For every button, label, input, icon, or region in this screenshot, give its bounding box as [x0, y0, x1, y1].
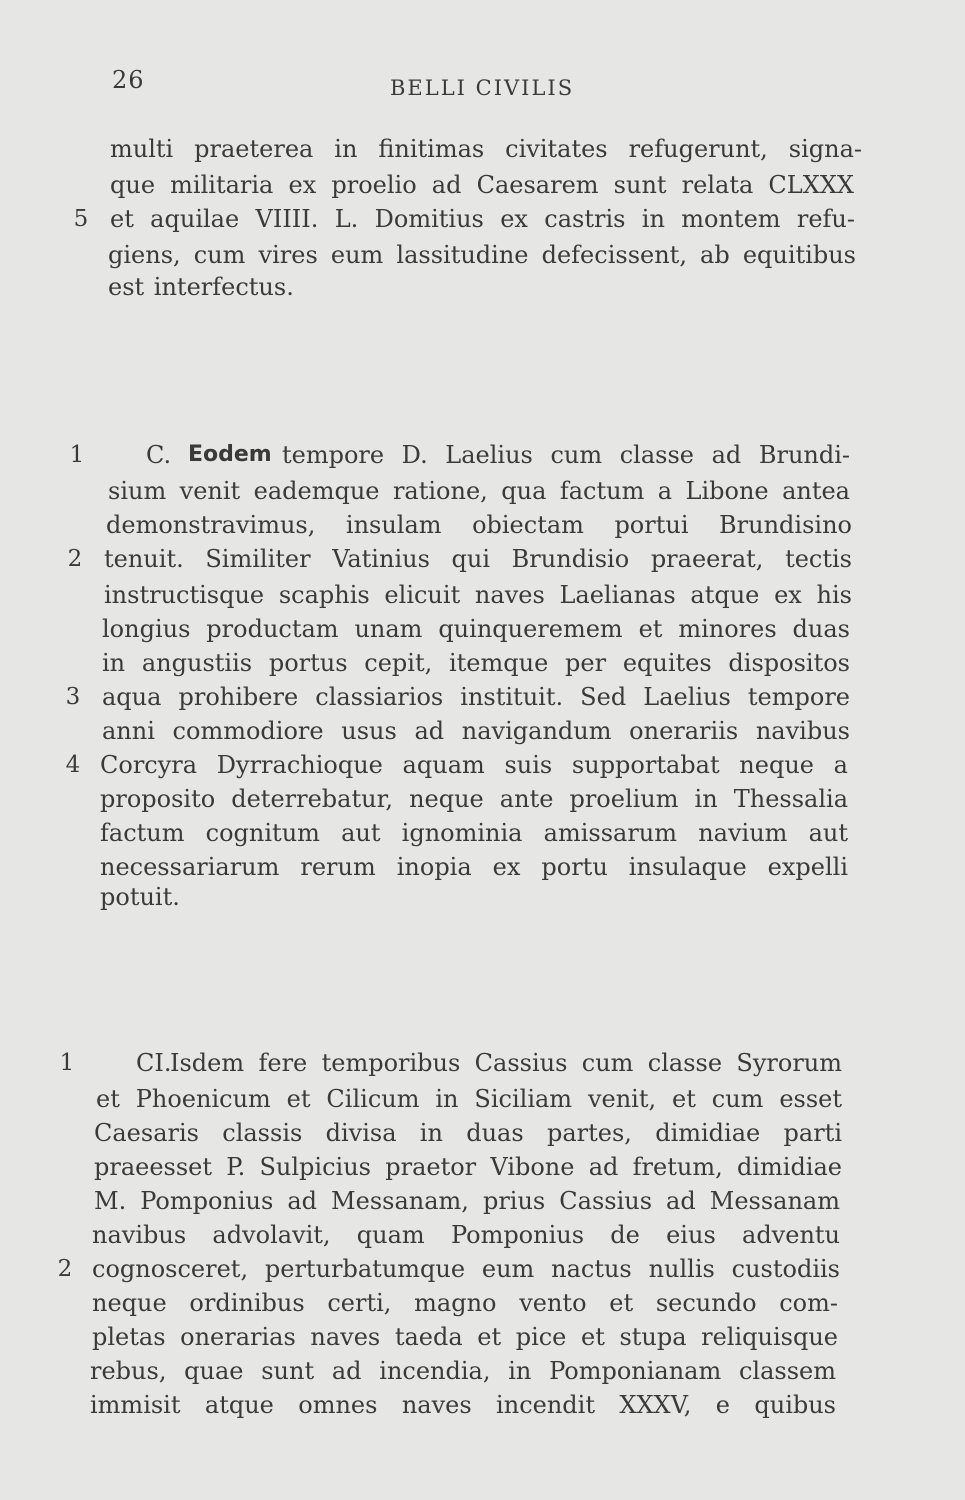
line-text: est interfectus. [108, 273, 294, 301]
line-text: navibus advolavit, quam Pomponius de eius adventu [92, 1221, 840, 1249]
text-line [0, 1046, 965, 1080]
line-text: anni commodiore usus ad navigandum onerariis navibus [102, 717, 850, 745]
text-line [0, 578, 965, 612]
line-text: in angustiis portus cepit, itemque per equites dispositos [102, 649, 850, 677]
text-line [0, 1286, 965, 1320]
line-text: que militaria ex proelio ad Caesarem sunt relata CLXXX [110, 171, 854, 199]
line-text: neque ordinibus certi, magno vento et secundo com- [92, 1289, 838, 1317]
text-line [0, 880, 965, 914]
line-number: 2 [57, 1256, 73, 1282]
chapter-first-word: Eodem [188, 442, 272, 467]
line-text: factum cognitum aut ignominia amissarum navium aut [100, 819, 848, 847]
line-text: et aquilae VIIII. L. Domitius ex castris in montem refu- [110, 205, 855, 233]
text-line [0, 202, 965, 236]
text-line [0, 238, 965, 272]
text-line [0, 168, 965, 202]
line-number: 5 [73, 206, 89, 232]
line-text: M. Pomponius ad Messanam, prius Cassius ad Messanam [94, 1187, 840, 1215]
text-line [0, 1218, 965, 1252]
text-line [0, 782, 965, 816]
text-line [0, 132, 965, 166]
page-number: 26 [112, 66, 145, 94]
line-number: 1 [59, 1050, 75, 1076]
line-text: multi praeterea in finitimas civitates refugerunt, signa- [110, 135, 862, 163]
line-text: Caesaris classis divisa in duas partes, dimidiae parti [94, 1119, 842, 1147]
page-header [0, 66, 965, 106]
text-line [0, 1082, 965, 1116]
text-line [0, 438, 965, 472]
text-line [0, 1184, 965, 1218]
line-text: potuit. [100, 883, 180, 911]
line-text: aqua prohibere classiarios instituit. Sed Laelius tempore [102, 683, 850, 711]
text-line [0, 646, 965, 680]
text-line [0, 680, 965, 714]
line-text: Isdem fere temporibus Cassius cum classe Syrorum [170, 1049, 842, 1077]
text-line [0, 1388, 965, 1422]
line-text: demonstravimus, insulam obiectam portui Brundisino [106, 511, 852, 539]
chapter-number: CI. [136, 1049, 172, 1077]
line-number: 2 [67, 546, 83, 572]
line-number: 4 [65, 752, 81, 778]
line-text: et Phoenicum et Cilicum in Siciliam venit, et cum esset [96, 1085, 842, 1113]
line-number: 3 [65, 684, 81, 710]
text-line [0, 1116, 965, 1150]
text-line [0, 474, 965, 508]
text-line [0, 1252, 965, 1286]
text-line [0, 542, 965, 576]
line-text: immisit atque omnes naves incendit XXXV, e quibus [90, 1391, 836, 1419]
line-text: cognosceret, perturbatumque eum nactus nullis custodiis [92, 1255, 840, 1283]
text-line [0, 748, 965, 782]
line-text: rebus, quae sunt ad incendia, in Pomponianam classem [90, 1357, 836, 1385]
line-text: praeesset P. Sulpicius praetor Vibone ad fretum, dimidiae [94, 1153, 842, 1181]
line-text: longius productam unam quinqueremem et minores duas [102, 615, 850, 643]
text-line [0, 270, 965, 304]
line-number: 1 [69, 442, 85, 468]
line-text: giens, cum vires eum lassitudine defecissent, ab equitibus [108, 241, 856, 269]
line-text: pletas onerarias naves taeda et pice et stupa reliquisque [92, 1323, 838, 1351]
text-line [0, 850, 965, 884]
text-line [0, 714, 965, 748]
line-text: sium venit eademque ratione, qua factum a Libone antea [108, 477, 850, 505]
text-line [0, 612, 965, 646]
line-text: Corcyra Dyrrachioque aquam suis supportabat neque a [100, 751, 848, 779]
chapter-number: C. [146, 441, 172, 469]
line-text: tenuit. Similiter Vatinius qui Brundisio praeerat, tectis [104, 545, 852, 573]
line-text: necessariarum rerum inopia ex portu insulaque expelli [100, 853, 848, 881]
text-line [0, 1150, 965, 1184]
text-line [0, 508, 965, 542]
running-title: BELLI CIVILIS [390, 76, 575, 100]
text-line [0, 1320, 965, 1354]
line-text: proposito deterrebatur, neque ante proelium in Thessalia [100, 785, 848, 813]
text-line [0, 816, 965, 850]
text-line [0, 1354, 965, 1388]
line-text: tempore D. Laelius cum classe ad Brundi- [282, 441, 850, 469]
line-text: instructisque scaphis elicuit naves Laelianas atque ex his [104, 581, 852, 609]
